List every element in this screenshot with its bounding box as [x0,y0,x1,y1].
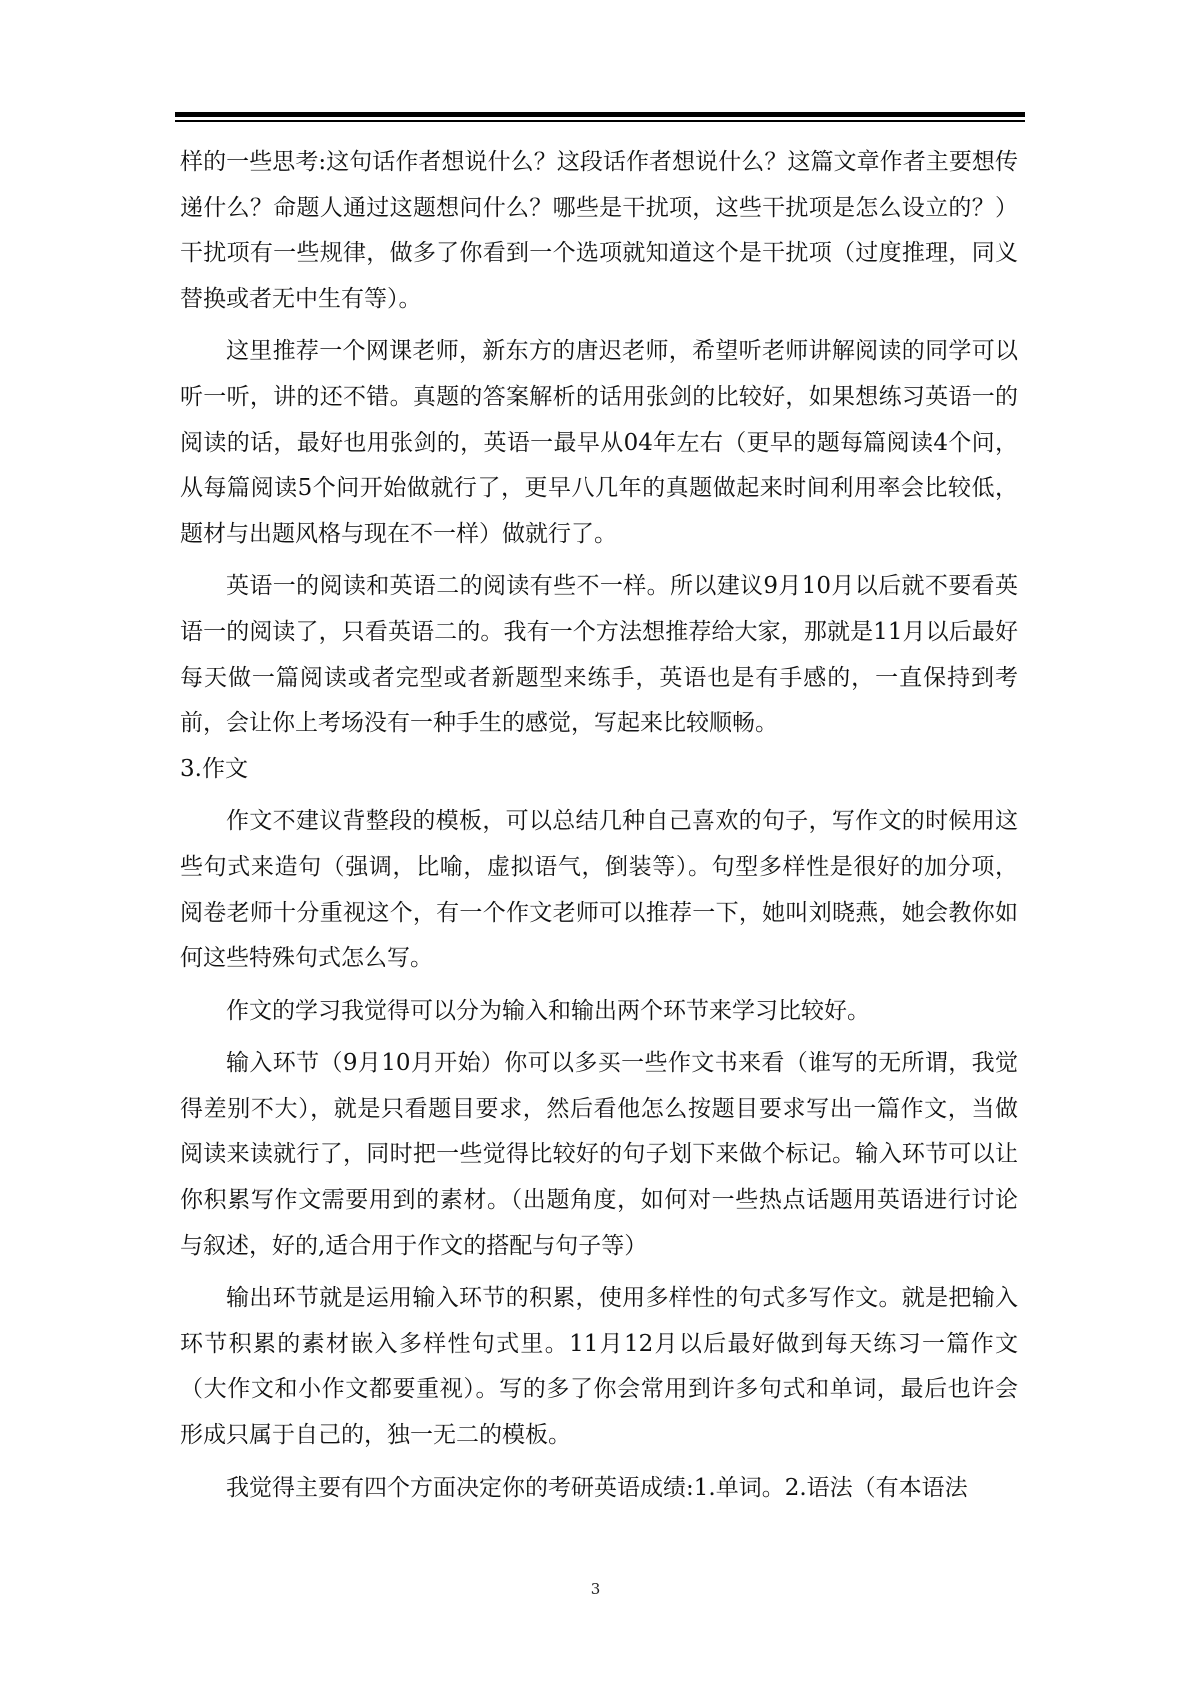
paragraph-7: 输出环节就是运用输入环节的积累，使用多样性的句式多写作文。就是把输入环节积累的素材嵌入多样性句式里。11月12月以后最好做到每天练习一篇作文（大作文和小作文都要重视）。写的多了你会常用到许多句式和单词，最后也许会形成只属于自己的，独一无二的模板。 [180,1285,1018,1449]
header-rule-thick [175,112,1025,117]
paragraph-2: 这里推荐一个网课老师，新东方的唐迟老师，希望听老师讲解阅读的同学可以听一听，讲的还不错。真题的答案解析的话用张剑的比较好，如果想练习英语一的阅读的话，最好也用张剑的，英语一最早从04年左右（更早的题每篇阅读4个问，从每篇阅读5个问开始做就行了，更早八几年的真题做起来时间利用率会比较低，题材与出题风格与现在不一样）做就行了。 [180,338,1018,547]
body-text [180,140,1018,1511]
paragraph-6: 输入环节（9月10月开始）你可以多买一些作文书来看（谁写的无所谓，我觉得差别不大），就是只看题目要求，然后看他怎么按题目要求写出一篇作文，当做阅读来读就行了，同时把一些觉得比较好的句子划下来做个标记。输入环节可以让你积累写作文需要用到的素材。（出题角度，如何对一些热点话题用英语进行讨论与叙述，好的,适合用于作文的搭配与句子等） [180,1050,1018,1259]
section-heading-writing: 3.作文 [180,755,248,782]
paragraph-8: 我觉得主要有四个方面决定你的考研英语成绩:1.单词。2.语法（有本语法 [226,1474,968,1501]
header-double-rule [175,112,1025,122]
paragraph-3: 英语一的阅读和英语二的阅读有些不一样。所以建议9月10月以后就不要看英语一的阅读了，只看英语二的。我有一个方法想推荐给大家，那就是11月以后最好每天做一篇阅读或者完型或者新题型来练手，英语也是有手感的，一直保持到考前，会让你上考场没有一种手生的感觉，写起来比较顺畅。 [180,573,1018,737]
paragraph-1: 样的一些思考:这句话作者想说什么？这段话作者想说什么？这篇文章作者主要想传递什么？命题人通过这题想问什么？哪些是干扰项，这些干扰项是怎么设立的？）干扰项有一些规律，做多了你看到一个选项就知道这个是干扰项（过度推理，同义替换或者无中生有等）。 [180,149,1018,312]
page-number: 3 [590,1580,601,1598]
header-rule-thin [175,120,1025,122]
paragraph-4: 作文不建议背整段的模板，可以总结几种自己喜欢的句子，写作文的时候用这些句式来造句（强调，比喻，虚拟语气，倒装等）。句型多样性是很好的加分项，阅卷老师十分重视这个，有一个作文老师可以推荐一下，她叫刘晓燕，她会教你如何这些特殊句式怎么写。 [180,808,1018,972]
paragraph-5: 作文的学习我觉得可以分为输入和输出两个环节来学习比较好。 [226,997,870,1024]
